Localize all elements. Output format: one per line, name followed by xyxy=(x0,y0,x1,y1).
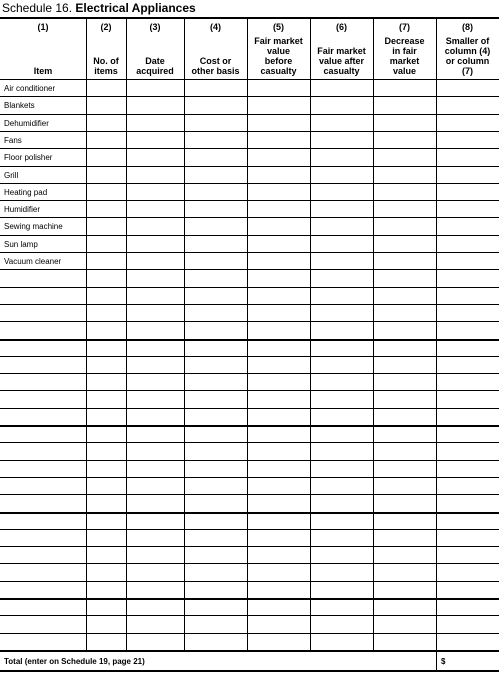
row-rule xyxy=(0,425,499,427)
column-rule xyxy=(310,19,311,650)
column-header-5 xyxy=(247,17,310,79)
column-header-3 xyxy=(126,17,184,79)
row-rule xyxy=(0,563,499,564)
row-rule xyxy=(0,512,499,514)
row-rule xyxy=(0,581,499,582)
column-number: (2) xyxy=(100,22,112,32)
column-number: (5) xyxy=(273,22,284,32)
column-number: (3) xyxy=(149,22,161,32)
column-header-8 xyxy=(436,17,499,79)
header-rule xyxy=(0,79,499,80)
row-rule xyxy=(0,442,499,443)
bottom-border xyxy=(0,670,499,672)
column-header-6 xyxy=(310,17,373,79)
column-header-1 xyxy=(0,17,86,79)
item-label: Sewing machine xyxy=(4,222,63,231)
column-label: Smaller of column (4) or column (7) xyxy=(444,36,491,76)
row-rule xyxy=(0,269,499,270)
row-rule xyxy=(0,633,499,634)
total-divider xyxy=(436,652,437,670)
row-rule xyxy=(0,96,499,97)
row-rule xyxy=(0,321,499,322)
schedule-title xyxy=(2,1,196,15)
schedule-number: Schedule 16. xyxy=(2,1,73,15)
row-rule xyxy=(0,183,499,184)
total-label: Total (enter on Schedule 19, page 21) xyxy=(4,657,145,666)
column-rule xyxy=(247,19,248,650)
item-label: Air conditioner xyxy=(4,84,56,93)
item-label: Dehumidifier xyxy=(4,119,49,128)
column-label: Cost or other basis xyxy=(191,56,240,76)
row-rule xyxy=(0,287,499,288)
column-rule xyxy=(184,19,185,650)
item-label: Blankets xyxy=(4,101,35,110)
item-label: Heating pad xyxy=(4,188,48,197)
item-label: Sun lamp xyxy=(4,240,38,249)
column-label: Decrease in fair market value xyxy=(384,36,425,76)
column-number: (8) xyxy=(462,22,473,32)
column-header-7 xyxy=(373,17,436,79)
row-rule xyxy=(0,114,499,115)
column-label: Date acquired xyxy=(136,56,174,76)
row-rule xyxy=(0,217,499,218)
row-rule xyxy=(0,529,499,530)
row-rule xyxy=(0,166,499,167)
column-header-4 xyxy=(184,17,247,79)
row-rule xyxy=(0,148,499,149)
row-rule xyxy=(0,615,499,616)
row-rule xyxy=(0,373,499,374)
column-rule xyxy=(86,19,87,650)
row-rule xyxy=(0,598,499,600)
schedule-name: Electrical Appliances xyxy=(75,1,196,15)
item-label: Floor polisher xyxy=(4,153,53,162)
row-rule xyxy=(0,252,499,253)
item-label: Fans xyxy=(4,136,22,145)
row-rule xyxy=(0,477,499,478)
column-label: Fair market value after casualty xyxy=(317,46,366,76)
column-number: (4) xyxy=(210,22,221,32)
row-rule xyxy=(0,131,499,132)
row-rule xyxy=(0,235,499,236)
total-dollar-sign: $ xyxy=(441,657,446,666)
column-number: (7) xyxy=(399,22,410,32)
column-header-2 xyxy=(86,17,126,79)
row-rule xyxy=(0,304,499,305)
row-rule xyxy=(0,650,499,652)
column-label: Fair market value before casualty xyxy=(254,36,303,76)
column-rule xyxy=(373,19,374,650)
row-rule xyxy=(0,200,499,201)
row-rule xyxy=(0,356,499,357)
item-label: Humidifier xyxy=(4,205,41,214)
item-label: Vacuum cleaner xyxy=(4,257,62,266)
row-rule xyxy=(0,460,499,461)
column-label: No. of items xyxy=(93,56,119,76)
row-rule xyxy=(0,408,499,409)
row-rule xyxy=(0,546,499,547)
item-label: Grill xyxy=(4,171,19,180)
column-rule xyxy=(436,19,437,650)
row-rule xyxy=(0,494,499,495)
row-rule xyxy=(0,390,499,391)
row-rule xyxy=(0,339,499,341)
column-number: (1) xyxy=(37,22,49,32)
column-rule xyxy=(126,19,127,650)
column-number: (6) xyxy=(336,22,347,32)
column-label: Item xyxy=(33,66,53,76)
